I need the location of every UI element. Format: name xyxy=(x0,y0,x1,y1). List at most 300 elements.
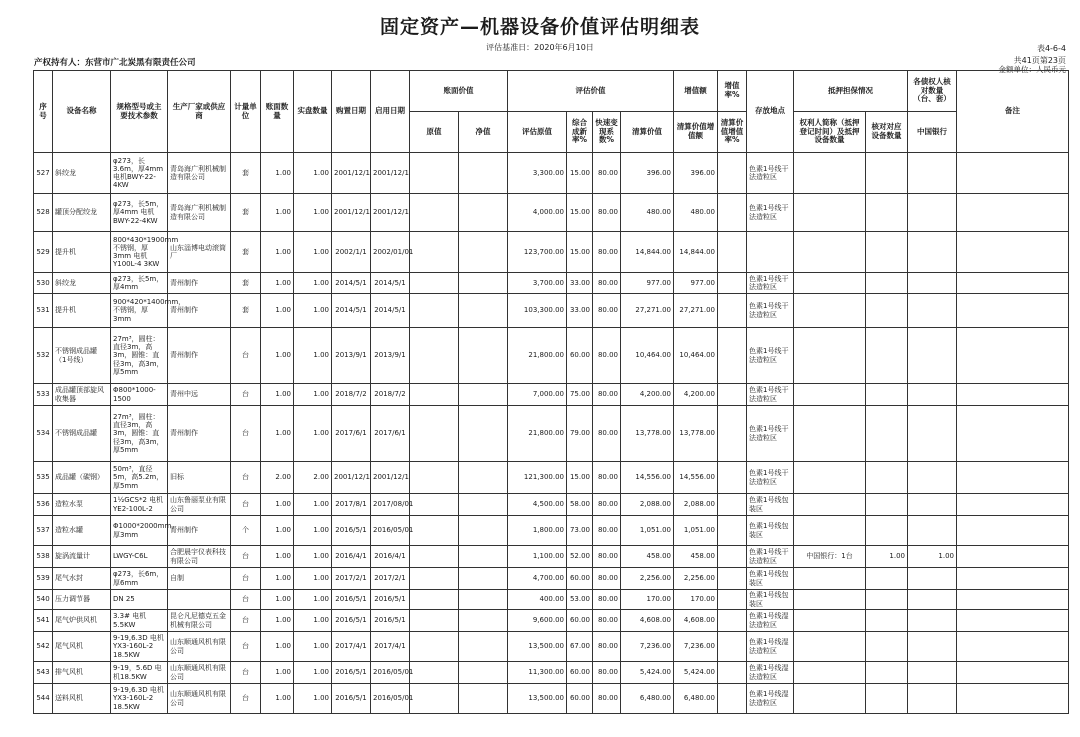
row-liquidation-value: 2,088.00 xyxy=(621,494,674,516)
row-book-qty: 1.00 xyxy=(261,684,294,714)
row-start-date: 2018/7/2 xyxy=(371,384,410,406)
row-verified-qty: 1.00 xyxy=(866,546,908,568)
row-assess-original: 4,700.00 xyxy=(508,568,567,590)
row-actual-qty: 1.00 xyxy=(294,684,332,714)
row-liquidation-increase-rate xyxy=(718,462,747,494)
row-start-date: 2014/5/1 xyxy=(371,294,410,328)
row-seq: 541 xyxy=(34,610,53,632)
row-original-value xyxy=(410,662,459,684)
row-verified-qty xyxy=(866,516,908,546)
row-creditor-bank xyxy=(908,494,957,516)
row-quick-coef: 80.00 xyxy=(593,590,621,610)
base-date: 评估基准日：2020年6月10日 xyxy=(486,43,594,52)
col-mortgagee: 权利人简称（抵押登记时间）及抵押设备数量 xyxy=(794,112,866,153)
row-book-qty: 1.00 xyxy=(261,406,294,462)
row-actual-qty: 1.00 xyxy=(294,406,332,462)
row-location: 色素1号线干法造粒区 xyxy=(747,273,794,294)
row-liquidation-increase: 10,464.00 xyxy=(674,328,718,384)
table-row xyxy=(34,662,1069,684)
row-maker: 合肥晨宇仪表科技有限公司 xyxy=(168,546,231,568)
row-net-value xyxy=(459,462,508,494)
row-remark xyxy=(957,384,1069,406)
row-assess-original: 13,500.00 xyxy=(508,684,567,714)
row-creditor-bank xyxy=(908,153,957,194)
row-liquidation-increase: 4,608.00 xyxy=(674,610,718,632)
row-maker: 山东鲁丽泵业有限公司 xyxy=(168,494,231,516)
row-quick-coef: 80.00 xyxy=(593,494,621,516)
row-liquidation-increase: 14,556.00 xyxy=(674,462,718,494)
table-row xyxy=(34,590,1069,610)
row-verified-qty xyxy=(866,294,908,328)
row-remark xyxy=(957,294,1069,328)
row-mortgagee xyxy=(794,194,866,232)
row-remark xyxy=(957,610,1069,632)
currency-unit: 金额单位：人民币元 xyxy=(998,65,1066,74)
row-quick-coef: 80.00 xyxy=(593,406,621,462)
row-seq: 527 xyxy=(34,153,53,194)
row-newness: 60.00 xyxy=(567,610,593,632)
row-start-date: 2016/05/01 xyxy=(371,684,410,714)
table-row xyxy=(34,294,1069,328)
row-mortgagee xyxy=(794,590,866,610)
col-book-qty: 账面数量 xyxy=(261,71,294,153)
row-purchase-date: 2001/12/1 xyxy=(332,462,371,494)
row-unit: 台 xyxy=(231,546,261,568)
row-maker: 青岛海广利机械制造有限公司 xyxy=(168,153,231,194)
row-maker: 山东顺通风机有限公司 xyxy=(168,632,231,662)
table-number: 表4-6-4 xyxy=(1036,44,1066,53)
col-actual-qty: 实盘数量 xyxy=(294,71,332,153)
row-newness: 67.00 xyxy=(567,632,593,662)
row-verified-qty xyxy=(866,662,908,684)
row-book-qty: 2.00 xyxy=(261,462,294,494)
row-liquidation-increase-rate xyxy=(718,632,747,662)
row-liquidation-value: 4,608.00 xyxy=(621,610,674,632)
row-name: 造粒水泵 xyxy=(53,494,111,516)
row-original-value xyxy=(410,328,459,384)
row-location: 色素1号线湿法造粒区 xyxy=(747,684,794,714)
table-row xyxy=(34,328,1069,384)
row-liquidation-increase: 1,051.00 xyxy=(674,516,718,546)
col-newness: 综合成新率% xyxy=(567,112,593,153)
row-mortgagee xyxy=(794,294,866,328)
page-info: 共41页第23页 xyxy=(1013,56,1066,65)
row-maker: 青岛海广利机械制造有限公司 xyxy=(168,194,231,232)
row-actual-qty: 1.00 xyxy=(294,194,332,232)
row-spec: 27m³，圆柱：直径3m，高3m，圆锥：直径3m，高3m，厚5mm xyxy=(111,328,168,384)
row-start-date: 2016/5/1 xyxy=(371,590,410,610)
row-liquidation-value: 5,424.00 xyxy=(621,662,674,684)
row-actual-qty: 1.00 xyxy=(294,632,332,662)
row-remark xyxy=(957,590,1069,610)
row-seq: 542 xyxy=(34,632,53,662)
row-verified-qty xyxy=(866,568,908,590)
col-name: 设备名称 xyxy=(53,71,111,153)
row-liquidation-increase-rate xyxy=(718,684,747,714)
row-name: 成品罐顶部旋风收集器 xyxy=(53,384,111,406)
col-unit: 计量单位 xyxy=(231,71,261,153)
row-maker: 青州制作 xyxy=(168,328,231,384)
row-creditor-bank xyxy=(908,662,957,684)
row-assess-original: 1,100.00 xyxy=(508,546,567,568)
row-liquidation-increase: 14,844.00 xyxy=(674,232,718,273)
row-original-value xyxy=(410,546,459,568)
row-name: 不锈钢成品罐 xyxy=(53,406,111,462)
row-liquidation-increase-rate xyxy=(718,610,747,632)
row-creditor-bank xyxy=(908,384,957,406)
row-creditor-bank xyxy=(908,194,957,232)
row-mortgagee xyxy=(794,328,866,384)
owner-label: 产权持有人：东营市广北炭黑有限责任公司 xyxy=(34,58,196,68)
row-unit: 套 xyxy=(231,153,261,194)
row-mortgagee xyxy=(794,494,866,516)
row-quick-coef: 80.00 xyxy=(593,632,621,662)
row-book-qty: 1.00 xyxy=(261,610,294,632)
row-creditor-bank xyxy=(908,610,957,632)
row-remark xyxy=(957,406,1069,462)
row-actual-qty: 1.00 xyxy=(294,568,332,590)
col-location: 存放地点 xyxy=(747,71,794,153)
table-row xyxy=(34,194,1069,232)
row-seq: 544 xyxy=(34,684,53,714)
row-quick-coef: 80.00 xyxy=(593,328,621,384)
row-mortgagee xyxy=(794,684,866,714)
row-liquidation-increase-rate xyxy=(718,590,747,610)
row-creditor-bank xyxy=(908,590,957,610)
col-spec: 规格型号或主要技术参数 xyxy=(111,71,168,153)
row-unit: 台 xyxy=(231,610,261,632)
table-row xyxy=(34,684,1069,714)
row-remark xyxy=(957,494,1069,516)
row-mortgagee xyxy=(794,232,866,273)
row-net-value xyxy=(459,610,508,632)
row-seq: 538 xyxy=(34,546,53,568)
table-row xyxy=(34,232,1069,273)
row-book-qty: 1.00 xyxy=(261,662,294,684)
col-book-value: 账面价值 xyxy=(410,71,508,112)
row-spec: φ273，长6m，厚6mm xyxy=(111,568,168,590)
row-liquidation-value: 14,844.00 xyxy=(621,232,674,273)
row-spec: 27m³，圆柱：直径3m，高3m，圆锥：直径3m，高3m，厚5mm xyxy=(111,406,168,462)
row-actual-qty: 1.00 xyxy=(294,516,332,546)
row-seq: 529 xyxy=(34,232,53,273)
col-increase-amount: 增值额 xyxy=(674,71,718,112)
row-creditor-bank xyxy=(908,632,957,662)
row-mortgagee xyxy=(794,632,866,662)
row-start-date: 2017/4/1 xyxy=(371,632,410,662)
row-net-value xyxy=(459,516,508,546)
row-quick-coef: 80.00 xyxy=(593,462,621,494)
row-mortgagee xyxy=(794,662,866,684)
row-maker: 自制 xyxy=(168,568,231,590)
row-purchase-date: 2018/7/2 xyxy=(332,384,371,406)
row-verified-qty xyxy=(866,232,908,273)
row-remark xyxy=(957,632,1069,662)
row-start-date: 2016/4/1 xyxy=(371,546,410,568)
row-net-value xyxy=(459,273,508,294)
row-spec: LWGY-C6L xyxy=(111,546,168,568)
row-remark xyxy=(957,662,1069,684)
row-quick-coef: 80.00 xyxy=(593,232,621,273)
row-spec: φ273，长3.6m，厚4mm 电机BWY-22-4KW xyxy=(111,153,168,194)
row-mortgagee xyxy=(794,516,866,546)
row-mortgagee xyxy=(794,568,866,590)
row-assess-original: 11,300.00 xyxy=(508,662,567,684)
row-name: 排气风机 xyxy=(53,662,111,684)
row-verified-qty xyxy=(866,684,908,714)
row-verified-qty xyxy=(866,494,908,516)
row-mortgagee xyxy=(794,406,866,462)
row-spec: 9-19,6.3D 电机YX3-160L-2 18.5KW xyxy=(111,632,168,662)
col-original-value: 原值 xyxy=(410,112,459,153)
row-unit: 套 xyxy=(231,232,261,273)
row-assess-original: 400.00 xyxy=(508,590,567,610)
row-mortgagee xyxy=(794,273,866,294)
row-assess-original: 9,600.00 xyxy=(508,610,567,632)
row-net-value xyxy=(459,328,508,384)
row-maker: 昆仑凡尼德克五金机械有限公司 xyxy=(168,610,231,632)
row-liquidation-value: 6,480.00 xyxy=(621,684,674,714)
row-newness: 79.00 xyxy=(567,406,593,462)
row-quick-coef: 80.00 xyxy=(593,516,621,546)
table-row xyxy=(34,632,1069,662)
row-original-value xyxy=(410,273,459,294)
row-net-value xyxy=(459,153,508,194)
row-original-value xyxy=(410,610,459,632)
row-verified-qty xyxy=(866,273,908,294)
row-unit: 台 xyxy=(231,568,261,590)
row-liquidation-increase-rate xyxy=(718,384,747,406)
row-book-qty: 1.00 xyxy=(261,494,294,516)
row-seq: 534 xyxy=(34,406,53,462)
row-liquidation-increase: 480.00 xyxy=(674,194,718,232)
table-row xyxy=(34,516,1069,546)
row-liquidation-increase: 977.00 xyxy=(674,273,718,294)
row-liquidation-increase-rate xyxy=(718,406,747,462)
row-start-date: 2017/6/1 xyxy=(371,406,410,462)
row-liquidation-value: 7,236.00 xyxy=(621,632,674,662)
row-newness: 73.00 xyxy=(567,516,593,546)
row-seq: 539 xyxy=(34,568,53,590)
row-actual-qty: 1.00 xyxy=(294,546,332,568)
row-purchase-date: 2017/8/1 xyxy=(332,494,371,516)
row-purchase-date: 2016/5/1 xyxy=(332,610,371,632)
row-location: 色素1号线包装区 xyxy=(747,568,794,590)
row-location: 色素1号线干法造粒区 xyxy=(747,384,794,406)
row-net-value xyxy=(459,632,508,662)
row-creditor-bank xyxy=(908,684,957,714)
row-maker: 山东顺通风机有限公司 xyxy=(168,662,231,684)
row-quick-coef: 80.00 xyxy=(593,568,621,590)
row-start-date: 2002/01/01 xyxy=(371,232,410,273)
row-start-date: 2014/5/1 xyxy=(371,273,410,294)
row-newness: 53.00 xyxy=(567,590,593,610)
row-actual-qty: 1.00 xyxy=(294,384,332,406)
row-maker: 青州中远 xyxy=(168,384,231,406)
row-seq: 535 xyxy=(34,462,53,494)
row-original-value xyxy=(410,516,459,546)
row-remark xyxy=(957,273,1069,294)
row-spec: 900*420*1400mm，不锈钢，厚3mm xyxy=(111,294,168,328)
row-net-value xyxy=(459,662,508,684)
row-remark xyxy=(957,684,1069,714)
row-seq: 543 xyxy=(34,662,53,684)
row-remark xyxy=(957,462,1069,494)
row-liquidation-value: 4,200.00 xyxy=(621,384,674,406)
row-newness: 60.00 xyxy=(567,568,593,590)
row-quick-coef: 80.00 xyxy=(593,153,621,194)
row-start-date: 2001/12/1 xyxy=(371,462,410,494)
col-verified-qty: 核对对应设备数量 xyxy=(866,112,908,153)
col-assess-original: 评估原值 xyxy=(508,112,567,153)
row-location: 色素1号线包装区 xyxy=(747,494,794,516)
col-purchase-date: 购置日期 xyxy=(332,71,371,153)
row-maker: 山东淄博电动滚筒厂 xyxy=(168,232,231,273)
row-location: 色素1号线干法造粒区 xyxy=(747,406,794,462)
row-creditor-bank: 1.00 xyxy=(908,546,957,568)
row-maker: 青州制作 xyxy=(168,516,231,546)
row-net-value xyxy=(459,684,508,714)
row-original-value xyxy=(410,153,459,194)
row-book-qty: 1.00 xyxy=(261,632,294,662)
row-spec: 3.3# 电机5.5KW xyxy=(111,610,168,632)
row-unit: 台 xyxy=(231,494,261,516)
row-liquidation-increase-rate xyxy=(718,153,747,194)
row-verified-qty xyxy=(866,194,908,232)
row-original-value xyxy=(410,590,459,610)
table-row xyxy=(34,610,1069,632)
row-liquidation-increase-rate xyxy=(718,273,747,294)
row-net-value xyxy=(459,568,508,590)
row-purchase-date: 2013/9/1 xyxy=(332,328,371,384)
row-net-value xyxy=(459,294,508,328)
row-newness: 75.00 xyxy=(567,384,593,406)
row-start-date: 2017/2/1 xyxy=(371,568,410,590)
row-seq: 540 xyxy=(34,590,53,610)
row-name: 压力调节器 xyxy=(53,590,111,610)
row-original-value xyxy=(410,294,459,328)
col-creditor-bank: 中国银行 xyxy=(908,112,957,153)
row-quick-coef: 80.00 xyxy=(593,684,621,714)
row-assess-original: 103,300.00 xyxy=(508,294,567,328)
col-liquidation-increase: 清算价值增值额 xyxy=(674,112,718,153)
row-unit: 个 xyxy=(231,516,261,546)
table-row xyxy=(34,568,1069,590)
row-original-value xyxy=(410,684,459,714)
col-liquidation-increase-rate: 清算价值增值率% xyxy=(718,112,747,153)
row-newness: 15.00 xyxy=(567,153,593,194)
row-remark xyxy=(957,194,1069,232)
row-assess-original: 1,800.00 xyxy=(508,516,567,546)
row-location xyxy=(747,232,794,273)
row-remark xyxy=(957,232,1069,273)
row-name: 不锈钢成品罐（1号线） xyxy=(53,328,111,384)
row-net-value xyxy=(459,406,508,462)
row-original-value xyxy=(410,632,459,662)
row-net-value xyxy=(459,384,508,406)
row-verified-qty xyxy=(866,610,908,632)
col-remark: 备注 xyxy=(957,71,1069,153)
row-unit: 台 xyxy=(231,590,261,610)
row-verified-qty xyxy=(866,328,908,384)
row-actual-qty: 1.00 xyxy=(294,294,332,328)
row-purchase-date: 2001/12/1 xyxy=(332,194,371,232)
row-purchase-date: 2016/4/1 xyxy=(332,546,371,568)
row-original-value xyxy=(410,194,459,232)
col-net-value: 净值 xyxy=(459,112,508,153)
row-location: 色素1号线湿法造粒区 xyxy=(747,632,794,662)
row-liquidation-increase-rate xyxy=(718,662,747,684)
row-liquidation-increase: 396.00 xyxy=(674,153,718,194)
row-spec: φ273，长5m，厚4mm 电机BWY-22-4KW xyxy=(111,194,168,232)
row-book-qty: 1.00 xyxy=(261,546,294,568)
row-name: 尾气风机 xyxy=(53,632,111,662)
row-liquidation-value: 27,271.00 xyxy=(621,294,674,328)
row-liquidation-increase: 2,256.00 xyxy=(674,568,718,590)
row-name: 斜绞龙 xyxy=(53,153,111,194)
row-liquidation-increase-rate xyxy=(718,546,747,568)
row-verified-qty xyxy=(866,384,908,406)
row-liquidation-increase-rate xyxy=(718,568,747,590)
row-remark xyxy=(957,328,1069,384)
row-unit: 台 xyxy=(231,406,261,462)
row-creditor-bank xyxy=(908,328,957,384)
row-net-value xyxy=(459,546,508,568)
table-row xyxy=(34,384,1069,406)
asset-table xyxy=(33,70,1069,714)
row-mortgagee xyxy=(794,462,866,494)
row-creditor-bank xyxy=(908,232,957,273)
row-name: 罐顶分配绞龙 xyxy=(53,194,111,232)
row-spec: 50m³，直径5m，高5.2m，厚5mm xyxy=(111,462,168,494)
row-net-value xyxy=(459,590,508,610)
row-net-value xyxy=(459,194,508,232)
row-purchase-date: 2016/5/1 xyxy=(332,662,371,684)
row-name: 提升机 xyxy=(53,232,111,273)
row-mortgagee xyxy=(794,153,866,194)
row-start-date: 2013/9/1 xyxy=(371,328,410,384)
row-seq: 532 xyxy=(34,328,53,384)
row-assess-original: 7,000.00 xyxy=(508,384,567,406)
row-original-value xyxy=(410,462,459,494)
row-purchase-date: 2016/5/1 xyxy=(332,590,371,610)
row-original-value xyxy=(410,494,459,516)
row-liquidation-increase-rate xyxy=(718,194,747,232)
row-name: 尾气水封 xyxy=(53,568,111,590)
row-newness: 15.00 xyxy=(567,232,593,273)
row-location: 色素1号线干法造粒区 xyxy=(747,328,794,384)
table-row xyxy=(34,546,1069,568)
page-title: 固定资产—机器设备价值评估明细表 xyxy=(379,16,700,38)
row-name: 成品罐（碳钢） xyxy=(53,462,111,494)
row-start-date: 2016/5/1 xyxy=(371,610,410,632)
row-purchase-date: 2014/5/1 xyxy=(332,294,371,328)
row-maker: 青州制作 xyxy=(168,294,231,328)
row-liquidation-value: 2,256.00 xyxy=(621,568,674,590)
row-start-date: 2001/12/1 xyxy=(371,153,410,194)
row-book-qty: 1.00 xyxy=(261,328,294,384)
row-original-value xyxy=(410,232,459,273)
row-spec: 9-19,6.3D 电机YX3-160L-2 18.5KW xyxy=(111,684,168,714)
row-liquidation-increase-rate xyxy=(718,232,747,273)
table-row xyxy=(34,273,1069,294)
row-assess-original: 4,500.00 xyxy=(508,494,567,516)
row-spec: Φ800*1000-1500 xyxy=(111,384,168,406)
row-maker: 旧标 xyxy=(168,462,231,494)
row-seq: 536 xyxy=(34,494,53,516)
row-actual-qty: 1.00 xyxy=(294,662,332,684)
row-newness: 60.00 xyxy=(567,328,593,384)
